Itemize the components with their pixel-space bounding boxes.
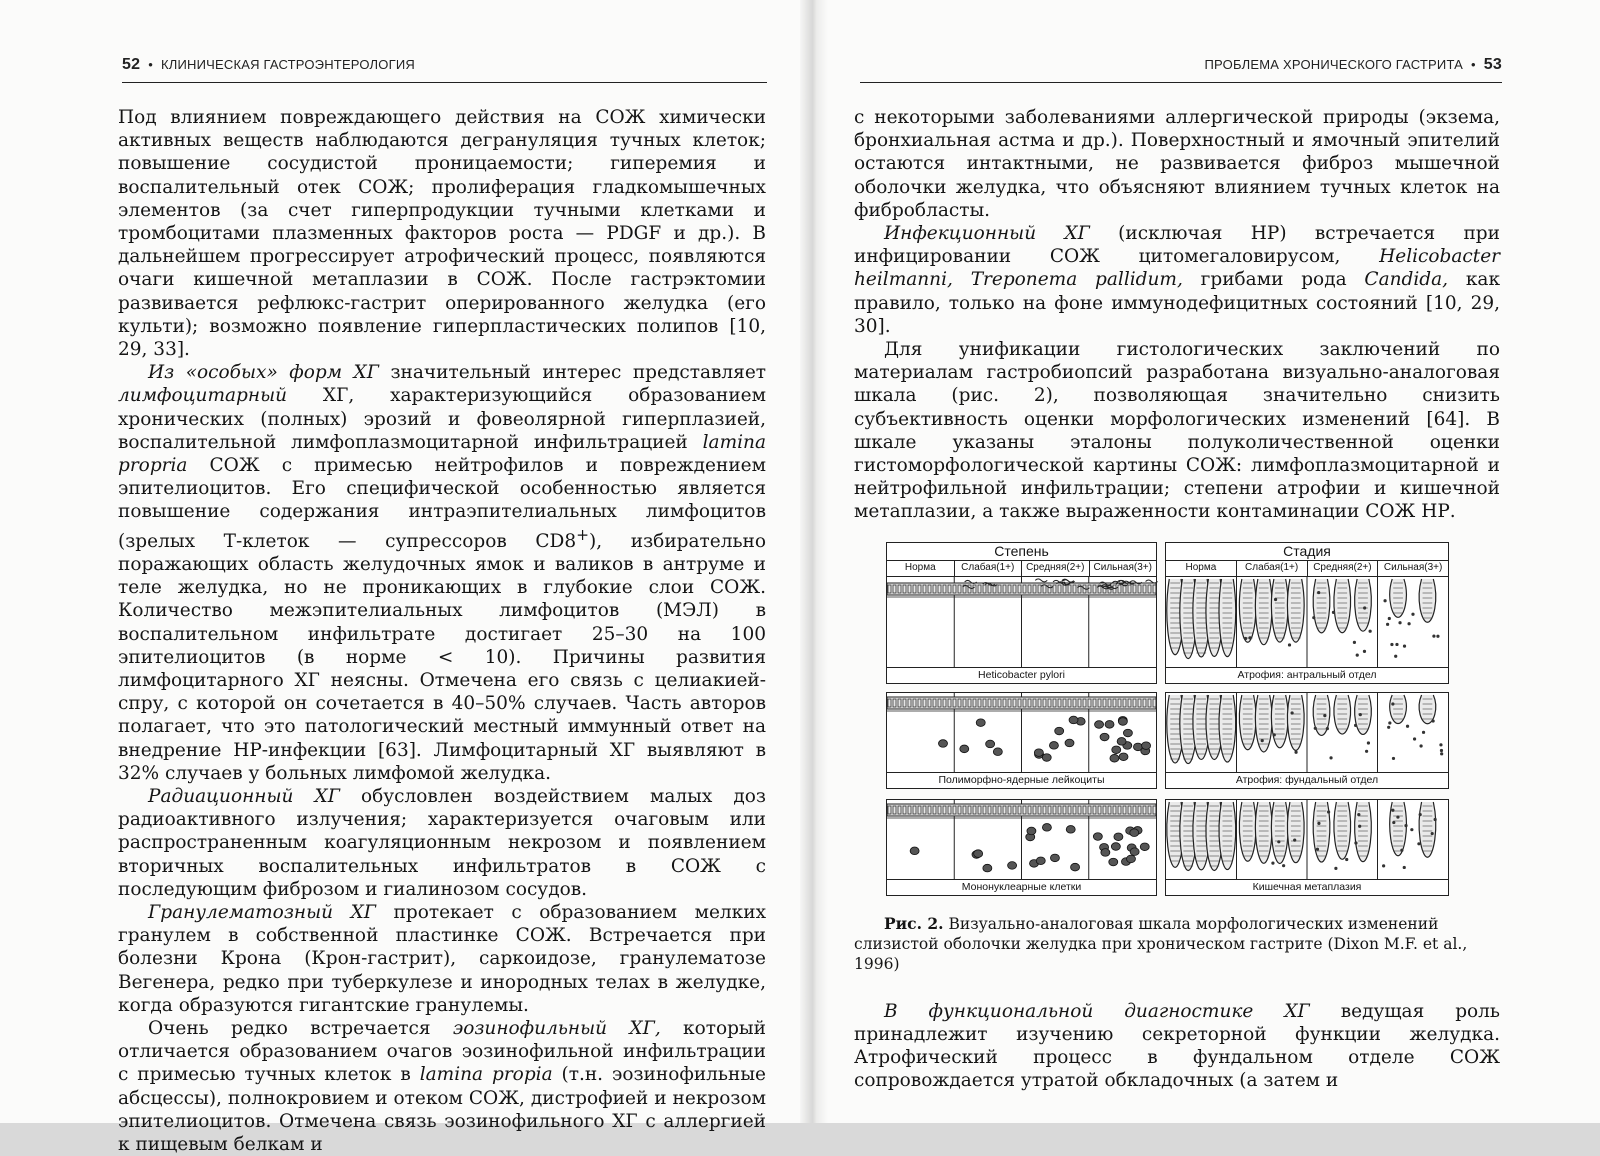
drawing-mark bbox=[1434, 818, 1437, 821]
header-bullet: • bbox=[148, 57, 153, 72]
right-page bbox=[830, 0, 1600, 1123]
left-running-head bbox=[122, 56, 767, 83]
drawing-mark bbox=[1282, 864, 1285, 867]
drawing-mark bbox=[1034, 749, 1043, 757]
text-run: (т.н. эозинофильные абсцессы), полнокровием и отеком СОЖ, дистрофией и некрозом эпителиоцитов. Отмечена связь эозинофильного ХГ с аллергией к пищевым белкам и bbox=[118, 1064, 766, 1156]
italic-term: lamina propria bbox=[118, 431, 766, 477]
grade-label: Средняя(2+) bbox=[1022, 560, 1090, 576]
italic-term: В функциональной диагностике ХГ bbox=[884, 1000, 1310, 1022]
drawing-mark bbox=[1334, 695, 1351, 734]
drawing-mark bbox=[1400, 848, 1403, 851]
drawing-mark bbox=[1312, 616, 1315, 619]
drawing-mark bbox=[1419, 813, 1422, 816]
drawing-mark bbox=[974, 849, 983, 857]
drawing-mark bbox=[1049, 741, 1058, 749]
drawing-mark bbox=[1123, 729, 1132, 737]
drawing-mark bbox=[1110, 754, 1119, 762]
caption-label: Рис. 2. bbox=[884, 913, 944, 933]
drawing-mark bbox=[1239, 695, 1256, 750]
drawing-mark bbox=[1065, 739, 1074, 747]
drawing-mark bbox=[1140, 843, 1149, 851]
drawing-mark bbox=[1118, 717, 1127, 725]
left-paragraph-3 bbox=[118, 785, 766, 901]
grade-label: Слабая(1+) bbox=[1237, 560, 1308, 576]
drawing-mark bbox=[1382, 864, 1385, 867]
panel-polymorphonuclear bbox=[886, 692, 1157, 789]
text-run: протекает с образованием мелких гранулем в собственной пластинке СОЖ. Встречается при болезни Крона (Крон-гастрит), саркоидозе, гранулематозе Вегенера, редко при туберкулезе и инородных телах в желудке, когда образуются гигантские гранулемы. bbox=[118, 902, 767, 1016]
drawing-mark bbox=[1219, 695, 1236, 762]
drawing-mark bbox=[1363, 649, 1366, 652]
drawing-mark bbox=[976, 718, 985, 726]
drawing-mark bbox=[1326, 727, 1329, 730]
drawing-mark bbox=[1055, 727, 1064, 735]
drawing-mark bbox=[1392, 756, 1395, 759]
drawing-mark bbox=[1126, 855, 1135, 863]
left-paragraph-4 bbox=[118, 901, 766, 1017]
drawing-mark bbox=[1383, 599, 1386, 602]
left-paragraph-5 bbox=[118, 1017, 766, 1156]
drawing-mark bbox=[1261, 739, 1264, 742]
drawing-mark bbox=[910, 847, 919, 855]
italic-term: Гранулематозный ХГ bbox=[148, 902, 377, 924]
italic-term: лимфоцитарный bbox=[118, 385, 288, 407]
drawing-mark bbox=[1419, 744, 1422, 747]
hpylori-drawing bbox=[887, 577, 1156, 667]
right-paragraph-1: с некоторыми заболеваниями аллергической природы (экзема, бронхиальная астма и др.). Поверхностный и ямочный эпителий остаются интактными, не развивается фиброз мышечной оболочки желудка, что объясняют влиянием тучных клеток на фибробласты. bbox=[854, 107, 1500, 221]
drawing-mark bbox=[1093, 832, 1102, 840]
drawing-mark bbox=[1244, 637, 1247, 640]
left-header-title: КЛИНИЧЕСКАЯ ГАСТРОЭНТЕРОЛОГИЯ bbox=[160, 57, 415, 72]
drawing-mark bbox=[1334, 579, 1351, 633]
right-text-column bbox=[854, 106, 1500, 1092]
drawing-mark bbox=[1422, 730, 1425, 733]
drawing-mark bbox=[1394, 654, 1397, 657]
drawing-mark bbox=[1440, 752, 1443, 755]
text-run: обусловлен воздействием малых доз радиоактивного излучения; характеризуется очаговым или распространенным коагуляционным некрозом и появлением вторичных воспалительных инфильтратов в СОЖ с последующим фиброзом и гиалинозом сосудов. bbox=[118, 786, 766, 900]
text-run: грибами рода bbox=[1182, 269, 1365, 291]
drawing-mark bbox=[1109, 858, 1118, 866]
drawing-mark bbox=[1323, 714, 1326, 717]
drawing-mark bbox=[1314, 726, 1317, 729]
drawing-mark bbox=[1359, 713, 1362, 716]
drawing-mark bbox=[1271, 695, 1288, 748]
drawing-mark bbox=[1431, 832, 1434, 835]
drawing-mark bbox=[1329, 756, 1332, 759]
panel-atrophy-fundus bbox=[1165, 692, 1449, 789]
text-run: ведущая роль принадлежит изучению секреторной функции желудка. Атрофический процесс в фундальном отделе СОЖ сопровождается утратой обкладочных (а затем и bbox=[854, 1000, 1500, 1092]
panel-label: Полиморфно-ядерные лейкоциты bbox=[887, 772, 1156, 788]
grade-label: Средняя(2+) bbox=[1308, 560, 1379, 576]
panel-label: Кишечная метаплазия bbox=[1166, 879, 1448, 895]
drawing-mark bbox=[1327, 810, 1330, 813]
drawing-mark bbox=[1100, 733, 1109, 741]
atrophy-fundus-illustration bbox=[1166, 693, 1448, 772]
text-run: Очень редко встречается bbox=[148, 1018, 453, 1040]
drawing-mark bbox=[1294, 750, 1297, 753]
panel-h-pylori bbox=[886, 542, 1157, 684]
text-run: СОЖ с примесью нейтрофилов и повреждением эпителиоцитов. Его специфической особенностью является повышение содержания интраэпителиальных лимфоцитов (зрелых Т-клеток — супрессоров CD8 bbox=[118, 455, 766, 552]
drawing-mark bbox=[1111, 842, 1120, 850]
hpylori-illustration bbox=[887, 577, 1156, 667]
drawing-mark bbox=[1387, 725, 1390, 728]
drawing-mark bbox=[1288, 643, 1291, 646]
panel-intestinal-metaplasia bbox=[1165, 799, 1449, 896]
drawing-mark bbox=[1036, 857, 1045, 865]
text-run: значительный интерес представляет bbox=[378, 362, 767, 384]
right-paragraph-3: Для унификации гистологических заключений по материалам гастробиопсий разработана визуально-аналоговая шкала (рис. 2), позволяющая значительно снизить субъективность оценки морфологических изменений [64]. В шкале указаны эталоны полуколичественной оценки гистоморфологической картины СОЖ: лимфоплазмоцитарной и нейтрофильной инфильтрации; степени атрофии и кишечной метаплазии, а также выраженности контаминации СОЖ НР. bbox=[854, 339, 1500, 523]
drawing-mark bbox=[1388, 721, 1391, 724]
drawing-mark bbox=[1274, 598, 1277, 601]
italic-term: эозинофильный ХГ, bbox=[452, 1018, 661, 1040]
drawing-mark bbox=[1101, 848, 1110, 856]
drawing-mark bbox=[1391, 702, 1394, 705]
italic-term: Радиационный ХГ bbox=[148, 786, 340, 808]
superscript: + bbox=[576, 525, 590, 544]
drawing-mark bbox=[1273, 733, 1276, 736]
italic-term: Helicobacter heilmanni, Treponema pallidum, bbox=[854, 246, 1500, 291]
drawing-mark bbox=[1293, 838, 1296, 841]
drawing-mark bbox=[1419, 802, 1436, 857]
drawing-mark bbox=[1317, 591, 1320, 594]
drawing-mark bbox=[1439, 743, 1442, 746]
drawing-mark bbox=[1363, 606, 1366, 609]
drawing-mark bbox=[1334, 866, 1337, 869]
left-text-column bbox=[118, 106, 766, 1156]
drawing-mark bbox=[1404, 824, 1407, 827]
drawing-mark bbox=[1248, 636, 1251, 639]
italic-term: Из «особых» форм ХГ bbox=[148, 362, 379, 384]
mononuclear-illustration bbox=[887, 800, 1156, 879]
drawing-mark bbox=[1353, 640, 1356, 643]
mononuclear-drawing bbox=[887, 800, 1156, 879]
drawing-mark bbox=[1398, 621, 1401, 624]
drawing-mark bbox=[1316, 847, 1319, 850]
right-page-number: 53 bbox=[1483, 56, 1502, 73]
drawing-mark bbox=[1345, 858, 1348, 861]
drawing-mark bbox=[1287, 579, 1304, 642]
drawing-mark bbox=[1290, 711, 1293, 714]
drawing-mark bbox=[1130, 848, 1139, 856]
panel-column-header: Стадия bbox=[1166, 543, 1448, 561]
drawing-mark bbox=[1130, 829, 1139, 837]
grade-label: Слабая(1+) bbox=[955, 560, 1023, 576]
right-paragraph-4 bbox=[854, 1000, 1500, 1093]
atrophy-antrum-illustration bbox=[1166, 577, 1448, 667]
panel-label: Heticobacter pylori bbox=[887, 667, 1156, 683]
drawing-mark bbox=[1369, 629, 1372, 632]
drawing-mark bbox=[1255, 579, 1272, 645]
italic-term: Candida, bbox=[1364, 269, 1449, 291]
drawing-mark bbox=[1313, 579, 1330, 633]
drawing-mark bbox=[983, 864, 992, 872]
drawing-mark bbox=[1354, 841, 1357, 844]
grade-row bbox=[887, 560, 1156, 577]
panel-mononuclear bbox=[886, 799, 1157, 896]
panel-label: Атрофия: фундальный отдел bbox=[1166, 772, 1448, 788]
atrophy-antrum-drawing bbox=[1166, 577, 1448, 667]
drawing-mark bbox=[1095, 720, 1104, 728]
drawing-mark bbox=[1277, 840, 1280, 843]
drawing-mark bbox=[1356, 653, 1359, 656]
figure-visual-analog-scale bbox=[886, 542, 1486, 914]
drawing-mark bbox=[1365, 749, 1368, 752]
left-paragraph-1: Под влиянием повреждающего действия на СОЖ химически активных веществ наблюдаются дегрануляция тучных клеток; повышение сосудистой проницаемости; гиперемия и воспалительный отек СОЖ; пролиферация гладкомышечных элементов (за счет гиперпродукции тучными клетками и тромбоцитами плазменных факторов роста — PDGF и др.). В дальнейшем прогрессирует атрофический процесс, появляются очаги кишечной метаплазии в СОЖ. После гастрэктомии развивается рефлюкс-гастрит оперированного желудка (его культи); возможно появление гиперпластических полипов [10, 29, 33]. bbox=[118, 107, 766, 361]
panel-column-header: Степень bbox=[887, 543, 1156, 561]
drawing-mark bbox=[938, 739, 947, 747]
atrophy-fundus-drawing bbox=[1166, 693, 1448, 772]
right-paragraph-2 bbox=[854, 222, 1500, 338]
drawing-mark bbox=[1332, 610, 1335, 613]
grade-label: Норма bbox=[887, 560, 955, 576]
drawing-mark bbox=[1035, 579, 1047, 582]
text-run: (исключая НР) встречается при инфицировании СОЖ цитомегаловирусом, bbox=[854, 223, 1500, 268]
grade-label: Норма bbox=[1166, 560, 1237, 576]
metaplasia-drawing bbox=[1166, 800, 1448, 879]
drawing-mark bbox=[1355, 579, 1372, 631]
drawing-mark bbox=[1432, 634, 1435, 637]
text-run: который отличается образованием очагов эозинофильной инфильтрации с примесью тучных клеток в bbox=[118, 1018, 766, 1086]
drawing-mark bbox=[1395, 643, 1398, 646]
text-run: как правило, только на фоне иммунодефицитных состояний [10, 29, 30]. bbox=[854, 269, 1501, 337]
figure-caption bbox=[854, 914, 1500, 974]
drawing-mark bbox=[1271, 579, 1288, 642]
metaplasia-illustration bbox=[1166, 800, 1448, 879]
right-running-head bbox=[860, 56, 1502, 83]
text-run: ХГ, характеризующийся образованием хронических (полных) эрозий и фовеолярной гиперплазией, воспалительной лимфоплазмоцитарной инфильтрацией bbox=[118, 385, 766, 453]
drawing-mark bbox=[1419, 579, 1436, 622]
drawing-mark bbox=[1440, 749, 1443, 752]
drawing-mark bbox=[1406, 724, 1409, 727]
drawing-mark bbox=[1119, 753, 1128, 761]
drawing-mark bbox=[1008, 861, 1017, 869]
drawing-mark bbox=[1392, 821, 1395, 824]
drawing-mark bbox=[1386, 622, 1389, 625]
drawing-mark bbox=[986, 740, 995, 748]
drawing-mark bbox=[1355, 695, 1372, 734]
drawing-mark bbox=[1042, 823, 1051, 831]
drawing-mark bbox=[1066, 825, 1075, 833]
panel-atrophy-antrum bbox=[1165, 542, 1449, 684]
drawing-mark bbox=[1027, 827, 1036, 835]
grade-row bbox=[1166, 560, 1448, 577]
caption-text: Визуально-аналоговая шкала морфологических изменений слизистой оболочки желудка при хроническом гастрите (Dixon M.F. et al., 1996) bbox=[854, 914, 1468, 973]
header-bullet: • bbox=[1471, 57, 1476, 72]
drawing-mark bbox=[1042, 753, 1051, 761]
drawing-mark bbox=[1255, 695, 1272, 752]
italic-term: lamina propia bbox=[419, 1064, 553, 1086]
drawing-mark bbox=[1390, 643, 1393, 646]
grade-label: Сильная(3+) bbox=[1383, 561, 1443, 573]
drawing-mark bbox=[1407, 622, 1410, 625]
drawing-mark bbox=[1357, 813, 1360, 816]
drawing-mark bbox=[1388, 617, 1391, 620]
pmn-drawing bbox=[887, 693, 1156, 772]
drawing-mark bbox=[1436, 634, 1439, 637]
panel-label: Мононуклеарные клетки bbox=[887, 879, 1156, 895]
drawing-mark bbox=[1354, 723, 1357, 726]
drawing-mark bbox=[993, 748, 1002, 756]
panel-label: Атрофия: антральный отдел bbox=[1166, 667, 1448, 683]
drawing-mark bbox=[1069, 716, 1078, 724]
drawing-mark bbox=[1114, 833, 1123, 841]
drawing-mark bbox=[1050, 854, 1059, 862]
drawing-mark bbox=[1317, 821, 1320, 824]
drawing-mark bbox=[1367, 741, 1370, 744]
left-paragraph-2 bbox=[118, 361, 766, 785]
text-run: ), избирательно поражающих область желудочных ямок и валиков в антруме и теле желудка, но не проникающих в глубокие слои СОЖ. Количество межэпителиальных лимфоцитов (МЭЛ) в воспалительном инфильтрате достигает 25–30 на 100 эпителиоцитов (в норме < 10). Причины развития лимфоцитарного ХГ неясны. Отмечена его связь с целиакией-спру, с которой он сочетается в 40–50% случаев. Часть авторов полагает, что это патологический местный иммунный ответ на внедрение НР-инфекции [63]. Лимфоцитарный ХГ выявляют в 32% случаев у больных лимфомой желудка. bbox=[118, 530, 766, 784]
drawing-mark bbox=[1403, 866, 1406, 869]
pmn-illustration bbox=[887, 693, 1156, 772]
drawing-mark bbox=[1391, 808, 1394, 811]
left-page-number: 52 bbox=[122, 56, 141, 73]
drawing-mark bbox=[1403, 644, 1406, 647]
drawing-mark bbox=[1410, 828, 1413, 831]
drawing-mark bbox=[1112, 746, 1121, 754]
drawing-mark bbox=[1142, 742, 1151, 750]
book-gutter bbox=[800, 0, 828, 1123]
drawing-mark bbox=[1287, 695, 1304, 750]
grade-label: Сильная(3+) bbox=[1093, 561, 1152, 573]
drawing-mark bbox=[1396, 815, 1399, 818]
drawing-mark bbox=[1117, 737, 1126, 745]
right-header-title: ПРОБЛЕМА ХРОНИЧЕСКОГО ГАСТРИТА bbox=[1204, 57, 1464, 72]
drawing-mark bbox=[1417, 842, 1420, 845]
drawing-mark bbox=[1358, 824, 1361, 827]
drawing-mark bbox=[1105, 720, 1114, 728]
drawing-mark bbox=[1071, 863, 1080, 871]
drawing-mark bbox=[960, 745, 969, 753]
drawing-mark bbox=[1413, 737, 1416, 740]
drawing-mark bbox=[1411, 612, 1414, 615]
italic-term: Инфекционный ХГ bbox=[884, 223, 1090, 245]
drawing-mark bbox=[1432, 719, 1435, 722]
drawing-mark bbox=[1271, 861, 1274, 864]
